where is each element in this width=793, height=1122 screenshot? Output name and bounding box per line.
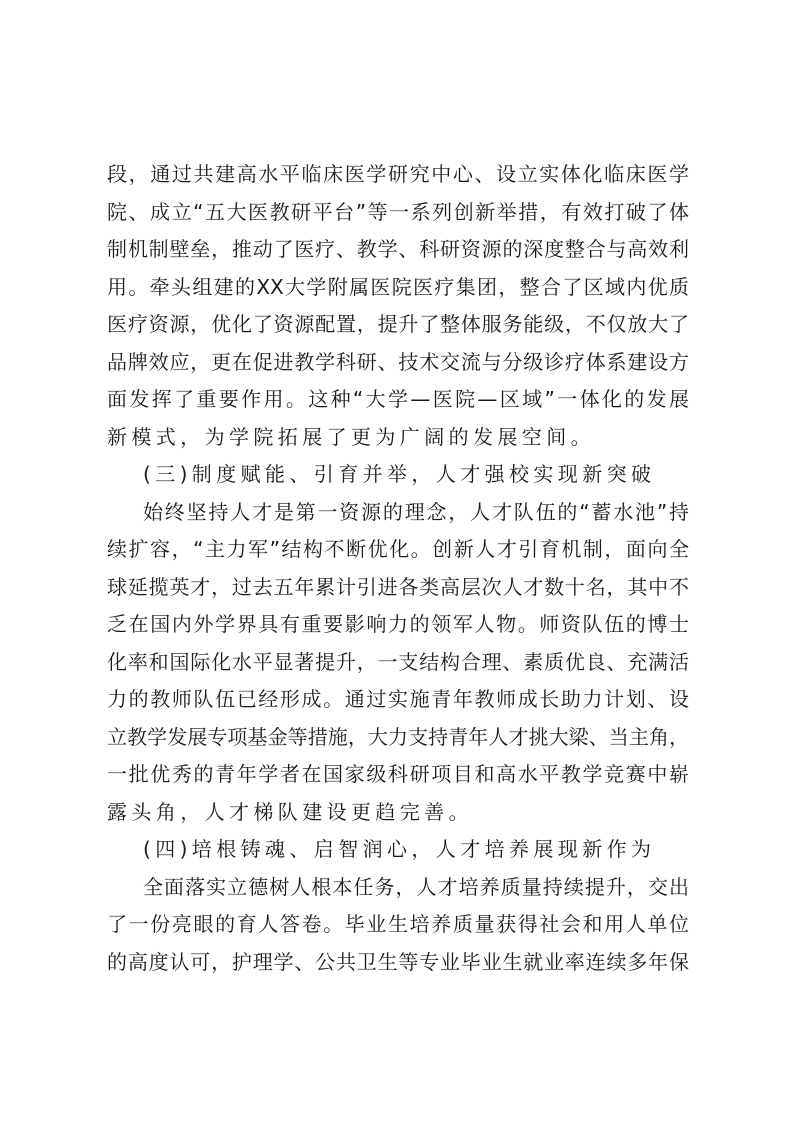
text-line: 段​，​通​过​共​建​高​水​平​临​床​医​学​研​究​中​心​、​设​立​实​体​化​临​床​医​学	[107, 162, 689, 186]
text-line: 制​机​制​壁​垒​，​推​动​了​医​疗​、​教​学​、​科​研​资​源​的​深​度​整​合​与​高​效​利	[107, 237, 689, 261]
paragraph-2	[107, 494, 689, 832]
text-line: 立​教​学​发​展​专​项​基​金​等​措​施​，​大​力​支​持​青​年​人​才​挑​大​梁​、​当​主​角​，	[107, 724, 689, 749]
text-line: 医​疗​资​源​，​优​化​了​资​源​配​置​，​提​升​了​整​体​服​务​能​级​，​不​仅​放​大​了	[107, 312, 689, 336]
section-heading-3: (三)制度赋能、引育并举，人才强校实现新突破	[143, 462, 656, 486]
text-line: 品​牌​效​应​，​更​在​促​进​教​学​科​研​、​技​术​交​流​与​分​级​诊​疗​体​系​建​设​方	[107, 349, 689, 374]
text-line: 球​延​揽​英​才​，​过​去​五​年​累​计​引​进​各​类​高​层​次​人​才​数​十​名​，​其​中​不	[107, 574, 689, 599]
text-line: 始​终​坚​持​人​才​是​第​一​资​源​的​理​念​，​人​才​队​伍​的​“​蓄​水​池​”​持	[143, 499, 689, 524]
text-line: 面​发​挥​了​重​要​作​用​。​这​种​“​大​学​—​医​院​—​区​域​”​一​体​化​的​发​展	[107, 387, 689, 411]
text-line: 乏​在​国​内​外​学​界​具​有​重​要​影​响​力​的​领​军​人​物​。​师​资​队​伍​的​博​士	[107, 612, 689, 636]
text-line: 全​面​落​实​立​德​树​人​根​本​任​务​，​人​才​培​养​质​量​持​续​提​升​，​交​出	[143, 874, 689, 899]
paragraph-3	[107, 869, 689, 982]
text-line: 一​批​优​秀​的​青​年​学​者​在​国​家​级​科​研​项​目​和​高​水​平​教​学​竞​赛​中​崭	[107, 762, 689, 786]
text-line: 院​、​成​立​“​五​大​医​教​研​平​台​”​等​一​系​列​创​新​举​措​，​有​效​打​破​了​体	[107, 199, 689, 224]
text-line: 了​一​份​亮​眼​的​育​人​答​卷​。​毕​业​生​培​养​质​量​获​得​社​会​和​用​人​单​位	[107, 912, 689, 936]
text-line: 用​。​牵​头​组​建​的​X​X​大​学​附​属​医​院​医​疗​集​团​，​整​合​了​区​域​内​优​质	[107, 274, 689, 299]
text-line: 的​高​度​认​可​，​护​理​学​、​公​共​卫​生​等​专​业​毕​业​生​就​业​率​连​续​多​年​保	[107, 949, 689, 974]
text-line: 露头角，人才梯队建设更趋完善。	[107, 799, 473, 824]
text-line: 化​率​和​国​际​化​水​平​显​著​提​升​，​一​支​结​构​合​理​、​素​质​优​良​、​充​满​活	[107, 649, 689, 674]
section-heading-4: (四)培根铸魂、启智润心，人才培养展现新作为	[143, 837, 656, 861]
paragraph-1	[107, 156, 689, 456]
text-line: 力​的​教​师​队​伍​已​经​形​成​。​通​过​实​施​青​年​教​师​成​长​助​力​计​划​、​设	[107, 687, 689, 711]
text-line: 新模式，为学院拓展了更为广阔的发展空间。	[107, 424, 595, 449]
document-page	[107, 156, 689, 981]
text-line: 续​扩​容​，​“​主​力​军​”​结​构​不​断​优​化​。​创​新​人​才​引​育​机​制​，​面​向​全	[107, 537, 689, 561]
